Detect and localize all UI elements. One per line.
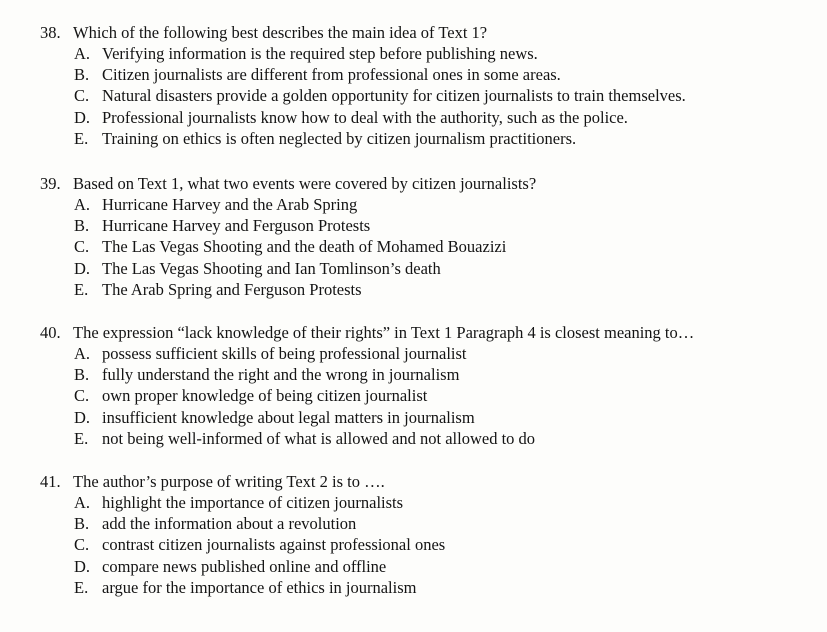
option-letter: B. xyxy=(74,365,90,385)
question-text: Based on Text 1, what two events were covered by citizen journalists? xyxy=(73,174,537,193)
option-a xyxy=(40,194,820,215)
answer-options xyxy=(40,194,820,300)
option-b xyxy=(40,215,820,236)
option-b xyxy=(40,513,820,534)
option-letter: D. xyxy=(74,258,91,278)
option-letter: A. xyxy=(74,195,91,214)
option-letter: E. xyxy=(74,577,89,597)
option-text: fully understand the right and the wrong in journalism xyxy=(102,365,460,385)
option-text: highlight the importance of citizen journalists xyxy=(102,493,404,512)
option-letter: C. xyxy=(74,237,90,257)
question-41 xyxy=(40,471,820,598)
option-text: The Arab Spring and Ferguson Protests xyxy=(102,279,362,299)
option-text: argue for the importance of ethics in journalism xyxy=(102,577,417,597)
option-letter: D. xyxy=(74,107,91,127)
option-text: insufficient knowledge about legal matters in journalism xyxy=(102,407,475,427)
question-stem xyxy=(40,322,820,343)
option-text: contrast citizen journalists against professional ones xyxy=(102,535,446,555)
option-letter: B. xyxy=(74,65,90,85)
option-text: The Las Vegas Shooting and Ian Tomlinson’s death xyxy=(102,258,441,278)
option-letter: D. xyxy=(74,556,91,576)
question-stem xyxy=(40,471,820,492)
option-a xyxy=(40,492,820,513)
question-number: 41. xyxy=(40,472,61,491)
question-stem xyxy=(40,173,820,194)
question-39 xyxy=(40,173,820,300)
option-text: Training on ethics is often neglected by citizen journalism practitioners. xyxy=(102,128,577,148)
option-text: not being well-informed of what is allowed and not allowed to do xyxy=(102,428,536,448)
option-text: The Las Vegas Shooting and the death of Mohamed Bouazizi xyxy=(102,237,507,257)
option-a xyxy=(40,43,820,64)
question-text: The expression “lack knowledge of their rights” in Text 1 Paragraph 4 is closest meaning to… xyxy=(73,323,695,342)
question-number: 40. xyxy=(40,323,61,342)
option-c xyxy=(40,85,820,106)
option-b xyxy=(40,64,820,85)
option-letter: B. xyxy=(74,216,90,236)
option-text: possess sufficient skills of being professional journalist xyxy=(102,344,467,363)
answer-options xyxy=(40,492,820,598)
option-letter: A. xyxy=(74,493,91,512)
option-letter: D. xyxy=(74,407,91,427)
question-stem xyxy=(40,22,820,43)
option-d xyxy=(40,258,820,279)
option-letter: E. xyxy=(74,128,89,148)
option-text: Natural disasters provide a golden opportunity for citizen journalists to train themselves. xyxy=(102,86,686,106)
option-d xyxy=(40,407,820,428)
option-text: Hurricane Harvey and Ferguson Protests xyxy=(102,216,371,236)
option-c xyxy=(40,385,820,406)
option-e xyxy=(40,577,820,598)
option-letter: B. xyxy=(74,514,90,534)
option-text: Citizen journalists are different from professional ones in some areas. xyxy=(102,65,561,85)
option-d xyxy=(40,556,820,577)
option-d xyxy=(40,107,820,128)
question-number: 39. xyxy=(40,174,61,193)
option-text: add the information about a revolution xyxy=(102,514,357,534)
option-letter: C. xyxy=(74,86,90,106)
option-b xyxy=(40,364,820,385)
option-e xyxy=(40,428,820,449)
question-40 xyxy=(40,322,820,449)
question-number: 38. xyxy=(40,23,61,42)
question-text: Which of the following best describes the main idea of Text 1? xyxy=(73,23,488,42)
option-letter: E. xyxy=(74,279,89,299)
answer-options xyxy=(40,43,820,149)
option-letter: E. xyxy=(74,428,89,448)
question-text: The author’s purpose of writing Text 2 is to …. xyxy=(73,472,385,491)
option-letter: C. xyxy=(74,386,90,406)
answer-options xyxy=(40,343,820,449)
option-e xyxy=(40,128,820,149)
option-c xyxy=(40,534,820,555)
option-text: own proper knowledge of being citizen journalist xyxy=(102,386,428,406)
option-letter: C. xyxy=(74,535,90,555)
option-text: Professional journalists know how to deal with the authority, such as the police. xyxy=(102,107,628,127)
option-text: compare news published online and offline xyxy=(102,556,387,576)
option-a xyxy=(40,343,820,364)
option-c xyxy=(40,236,820,257)
question-38 xyxy=(40,22,820,149)
option-text: Hurricane Harvey and the Arab Spring xyxy=(102,195,358,214)
option-letter: A. xyxy=(74,44,91,63)
option-letter: A. xyxy=(74,344,91,363)
option-e xyxy=(40,279,820,300)
option-text: Verifying information is the required step before publishing news. xyxy=(102,44,538,63)
